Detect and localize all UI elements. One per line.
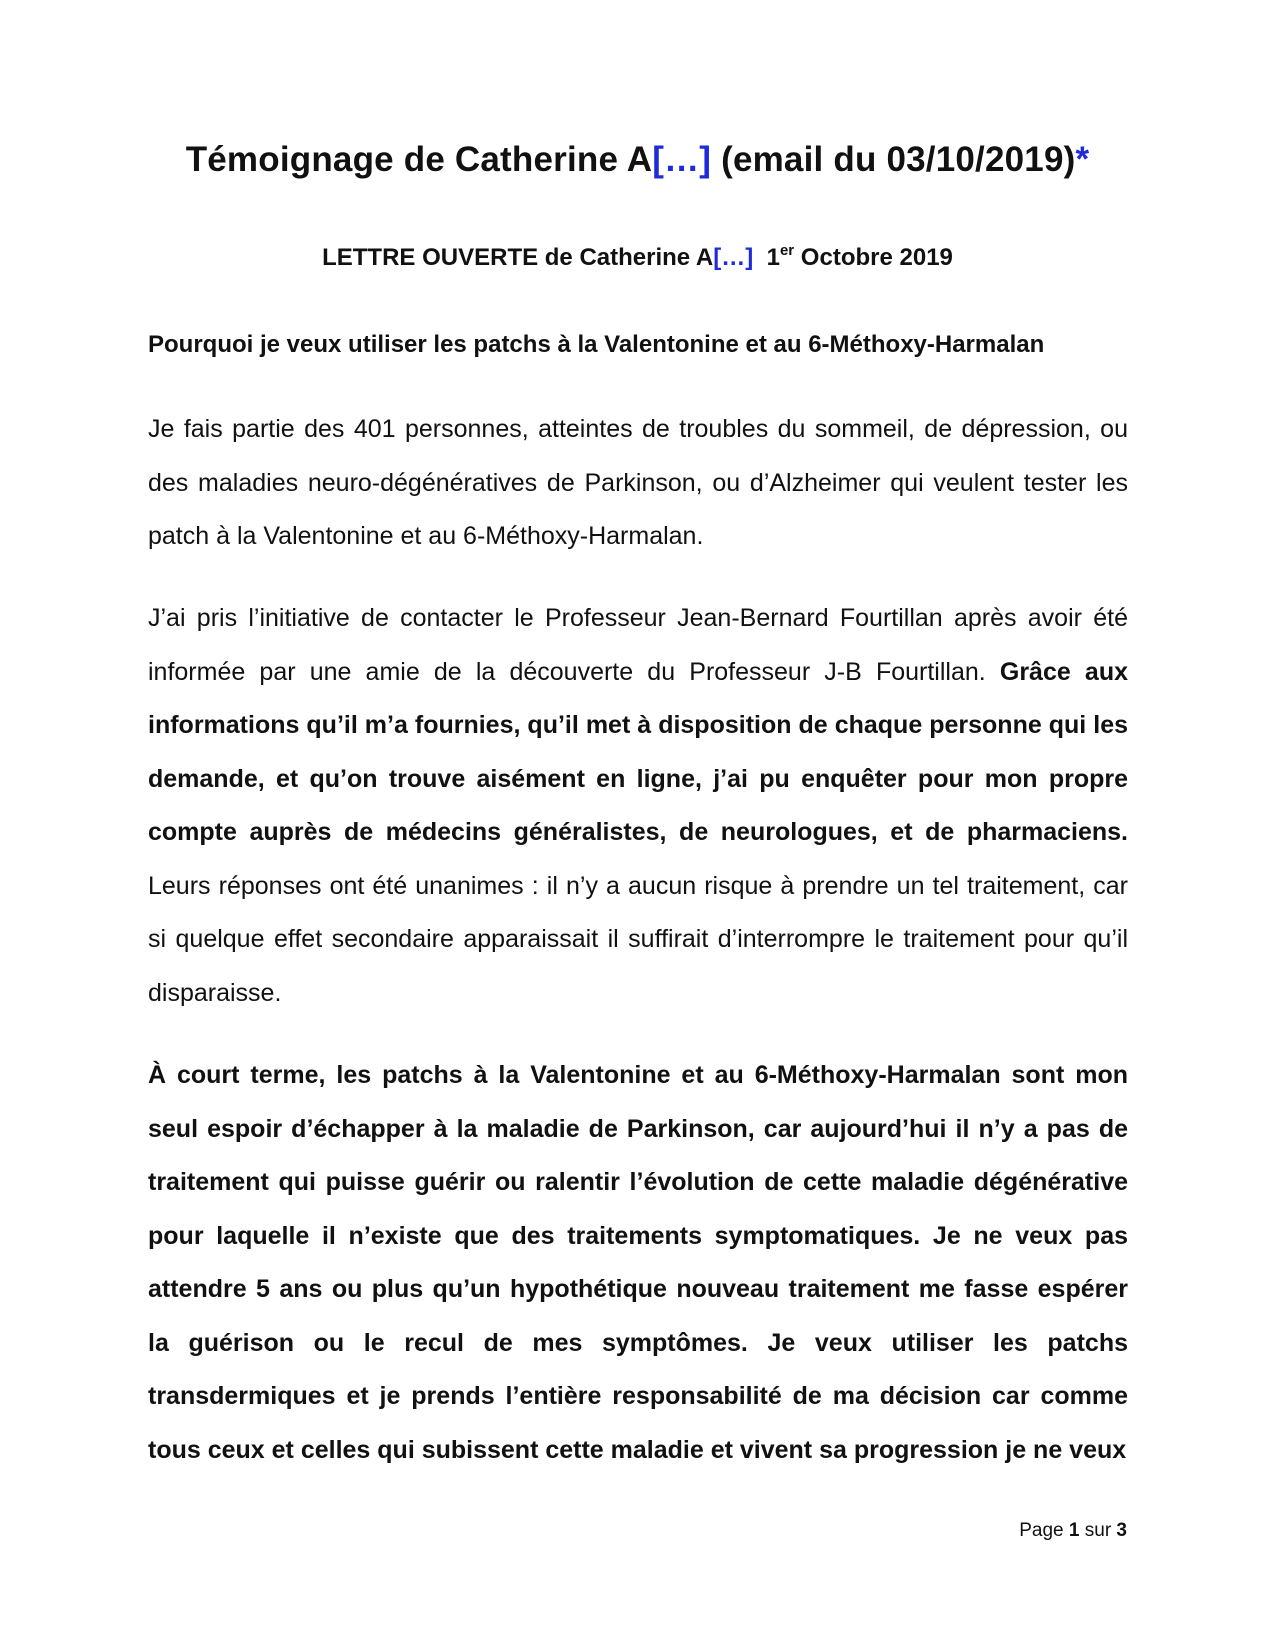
paragraph-2 [148,592,1128,1020]
section-heading: Pourquoi je veux utiliser les patchs à la Valentonine et au 6-Méthoxy-Harmalan [148,331,1045,358]
title-redaction: […] [652,140,712,179]
title-date: (email du 03/10/2019) [711,140,1076,179]
footer-prefix: Page [1019,1520,1069,1541]
document-title [0,140,1275,180]
subtitle-day-suffix: er [779,242,795,259]
subtitle-redaction: […] [713,244,754,271]
footer-middle: sur [1079,1520,1117,1541]
footer-current-page: 1 [1068,1520,1080,1541]
title-asterisk: * [1075,140,1090,179]
subtitle-month-year: Octobre 2019 [794,244,953,271]
paragraph-3: À court terme, les patchs à la Valentonine et au 6-Méthoxy-Harmalan sont mon seul espoir d’échapper à la maladie de Parkinson, car aujourd’hui il n’y a pas de traitement qui puisse guérir ou ralentir l’évolution de cette maladie dégénérative pour laquelle il n’existe que des traitements symptomatiques. Je ne veux pas attendre 5 ans ou plus qu’un hypothétique nouveau traitement me fasse espérer la guérison ou le recul de mes symptômes. Je veux utiliser les patchs transdermiques et je prends l’entière responsabilité de ma décision car comme tous ceux et celles qui subissent cette maladie et vivent sa progression je ne veux [148,1061,1128,1464]
subtitle-day: 1 [766,244,780,271]
title-text: Témoignage de Catherine A [185,140,653,179]
paragraph-2-bold: Grâce aux informations qu’il m’a fournies, qu’il met à disposition de chaque personne qui les demande, et qu’on trouve aisément en ligne, j’ai pu enquêter pour mon propre compte auprès de médecins généralistes, de neurologues, et de pharmaciens. [148,657,1128,846]
paragraph-2-start: J’ai pris l’initiative de contacter le Professeur Jean-Bernard Fourtillan après avoir été informée par une amie de la découverte du Professeur J-B Fourtillan. [148,604,1128,686]
footer-total-pages: 3 [1116,1520,1127,1541]
document-subtitle [0,244,1275,272]
paragraph-1: Je fais partie des 401 personnes, atteintes de troubles du sommeil, de dépression, ou des maladies neuro-dégénératives de Parkinson, ou d’Alzheimer qui veulent tester les patch à la Valentonine et au 6-Méthoxy-Harmalan. [148,415,1128,550]
subtitle-text: LETTRE OUVERTE de Catherine A [322,244,714,271]
page-number-footer [1019,1520,1127,1542]
paragraph-2-end: Leurs réponses ont été unanimes : il n’y a aucun risque à prendre un tel traitement, car si quelque effet secondaire apparaissait il suffirait d’interrompre le traitement pour qu’il disparaisse. [148,871,1128,1007]
